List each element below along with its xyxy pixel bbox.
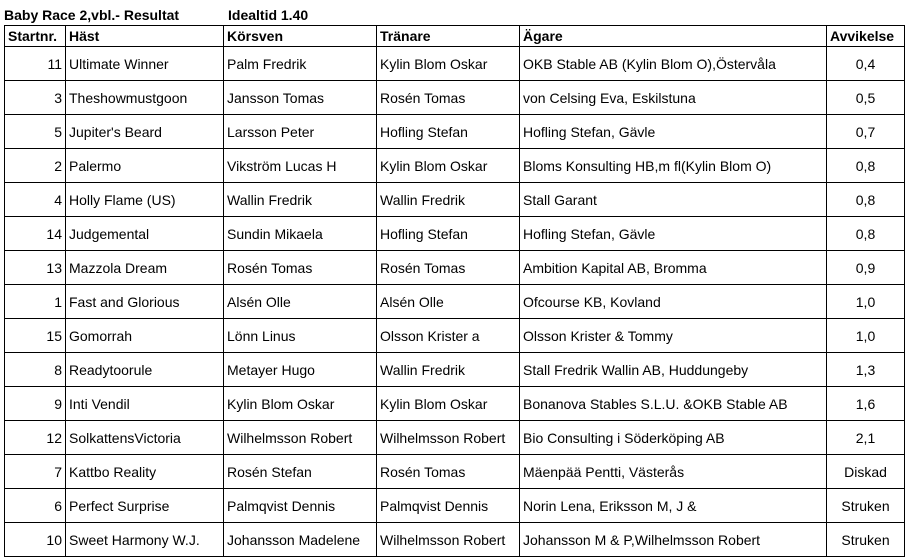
- table-row: [5, 455, 905, 489]
- horse-name-cell: Inti Vendil: [66, 387, 224, 421]
- horse-name-cell: Gomorrah: [66, 319, 224, 353]
- deviation-cell: 1,6: [827, 387, 905, 421]
- table-row: [5, 353, 905, 387]
- driver-cell: Vikström Lucas H: [224, 149, 377, 183]
- driver-cell: Jansson Tomas: [224, 81, 377, 115]
- trainer-cell: Palmqvist Dennis: [377, 489, 520, 523]
- trainer-cell: Kylin Blom Oskar: [377, 149, 520, 183]
- owner-cell: Stall Garant: [520, 183, 827, 217]
- owner-cell: Bio Consulting i Söderköping AB: [520, 421, 827, 455]
- deviation-cell: Diskad: [827, 455, 905, 489]
- deviation-cell: 0,8: [827, 217, 905, 251]
- start-number-cell: 9: [5, 387, 66, 421]
- table-row: [5, 285, 905, 319]
- table-row: [5, 183, 905, 217]
- driver-cell: Rosén Tomas: [224, 251, 377, 285]
- driver-cell: Palmqvist Dennis: [224, 489, 377, 523]
- deviation-cell: 1,0: [827, 285, 905, 319]
- driver-cell: Sundin Mikaela: [224, 217, 377, 251]
- column-header-tranare: Tränare: [377, 26, 520, 47]
- owner-cell: Johansson M & P,Wilhelmsson Robert: [520, 523, 827, 557]
- owner-cell: Olsson Krister & Tommy: [520, 319, 827, 353]
- trainer-cell: Kylin Blom Oskar: [377, 387, 520, 421]
- deviation-cell: 1,3: [827, 353, 905, 387]
- column-header-avvikelse: Avvikelse: [827, 26, 905, 47]
- start-number-cell: 15: [5, 319, 66, 353]
- trainer-cell: Kylin Blom Oskar: [377, 47, 520, 81]
- table-row: [5, 149, 905, 183]
- start-number-cell: 6: [5, 489, 66, 523]
- owner-cell: Hofling Stefan, Gävle: [520, 115, 827, 149]
- deviation-cell: Struken: [827, 523, 905, 557]
- trainer-cell: Hofling Stefan: [377, 217, 520, 251]
- table-row: [5, 81, 905, 115]
- trainer-cell: Wilhelmsson Robert: [377, 523, 520, 557]
- driver-cell: Palm Fredrik: [224, 47, 377, 81]
- trainer-cell: Rosén Tomas: [377, 455, 520, 489]
- trainer-cell: Wilhelmsson Robert: [377, 421, 520, 455]
- horse-name-cell: Jupiter's Beard: [66, 115, 224, 149]
- owner-cell: Norin Lena, Eriksson M, J &: [520, 489, 827, 523]
- horse-name-cell: Perfect Surprise: [66, 489, 224, 523]
- start-number-cell: 8: [5, 353, 66, 387]
- horse-name-cell: Sweet Harmony W.J.: [66, 523, 224, 557]
- start-number-cell: 1: [5, 285, 66, 319]
- start-number-cell: 7: [5, 455, 66, 489]
- start-number-cell: 10: [5, 523, 66, 557]
- table-row: [5, 421, 905, 455]
- column-header-startnr: Startnr.: [5, 26, 66, 47]
- table-row: [5, 217, 905, 251]
- driver-cell: Metayer Hugo: [224, 353, 377, 387]
- deviation-cell: 0,5: [827, 81, 905, 115]
- driver-cell: Larsson Peter: [224, 115, 377, 149]
- start-number-cell: 14: [5, 217, 66, 251]
- driver-cell: Alsén Olle: [224, 285, 377, 319]
- results-body: [5, 47, 905, 557]
- deviation-cell: 0,8: [827, 183, 905, 217]
- horse-name-cell: Judgemental: [66, 217, 224, 251]
- results-table: [4, 25, 905, 557]
- trainer-cell: Hofling Stefan: [377, 115, 520, 149]
- start-number-cell: 12: [5, 421, 66, 455]
- horse-name-cell: Ultimate Winner: [66, 47, 224, 81]
- deviation-cell: 0,7: [827, 115, 905, 149]
- column-header-agare: Ägare: [520, 26, 827, 47]
- trainer-cell: Alsén Olle: [377, 285, 520, 319]
- driver-cell: Johansson Madelene: [224, 523, 377, 557]
- trainer-cell: Olsson Krister a: [377, 319, 520, 353]
- page-title: Baby Race 2,vbl.- Resultat: [4, 7, 180, 23]
- deviation-cell: 1,0: [827, 319, 905, 353]
- start-number-cell: 5: [5, 115, 66, 149]
- horse-name-cell: Kattbo Reality: [66, 455, 224, 489]
- driver-cell: Wilhelmsson Robert: [224, 421, 377, 455]
- driver-cell: Wallin Fredrik: [224, 183, 377, 217]
- table-row: [5, 387, 905, 421]
- table-row: [5, 319, 905, 353]
- deviation-cell: Struken: [827, 489, 905, 523]
- owner-cell: Bonanova Stables S.L.U. &OKB Stable AB: [520, 387, 827, 421]
- table-row: [5, 251, 905, 285]
- horse-name-cell: Mazzola Dream: [66, 251, 224, 285]
- owner-cell: von Celsing Eva, Eskilstuna: [520, 81, 827, 115]
- deviation-cell: 0,8: [827, 149, 905, 183]
- start-number-cell: 13: [5, 251, 66, 285]
- owner-cell: Ambition Kapital AB, Bromma: [520, 251, 827, 285]
- owner-cell: Mäenpää Pentti, Västerås: [520, 455, 827, 489]
- start-number-cell: 11: [5, 47, 66, 81]
- table-row: [5, 47, 905, 81]
- start-number-cell: 4: [5, 183, 66, 217]
- trainer-cell: Wallin Fredrik: [377, 353, 520, 387]
- column-header-hast: Häst: [66, 26, 224, 47]
- owner-cell: Hofling Stefan, Gävle: [520, 217, 827, 251]
- start-number-cell: 2: [5, 149, 66, 183]
- deviation-cell: 0,9: [827, 251, 905, 285]
- trainer-cell: Rosén Tomas: [377, 251, 520, 285]
- horse-name-cell: Fast and Glorious: [66, 285, 224, 319]
- table-row: [5, 523, 905, 557]
- ideal-time: Idealtid 1.40: [228, 7, 309, 23]
- owner-cell: Stall Fredrik Wallin AB, Huddungeby: [520, 353, 827, 387]
- table-row: [5, 489, 905, 523]
- trainer-cell: Wallin Fredrik: [377, 183, 520, 217]
- horse-name-cell: Theshowmustgoon: [66, 81, 224, 115]
- trainer-cell: Rosén Tomas: [377, 81, 520, 115]
- column-header-korsven: Körsven: [224, 26, 377, 47]
- horse-name-cell: Readytoorule: [66, 353, 224, 387]
- start-number-cell: 3: [5, 81, 66, 115]
- deviation-cell: 0,4: [827, 47, 905, 81]
- horse-name-cell: Holly Flame (US): [66, 183, 224, 217]
- owner-cell: OKB Stable AB (Kylin Blom O),Östervåla: [520, 47, 827, 81]
- horse-name-cell: SolkattensVictoria: [66, 421, 224, 455]
- horse-name-cell: Palermo: [66, 149, 224, 183]
- driver-cell: Rosén Stefan: [224, 455, 377, 489]
- table-row: [5, 115, 905, 149]
- driver-cell: Kylin Blom Oskar: [224, 387, 377, 421]
- deviation-cell: 2,1: [827, 421, 905, 455]
- header-row: [5, 26, 905, 47]
- owner-cell: Bloms Konsulting HB,m fl(Kylin Blom O): [520, 149, 827, 183]
- driver-cell: Lönn Linus: [224, 319, 377, 353]
- owner-cell: Ofcourse KB, Kovland: [520, 285, 827, 319]
